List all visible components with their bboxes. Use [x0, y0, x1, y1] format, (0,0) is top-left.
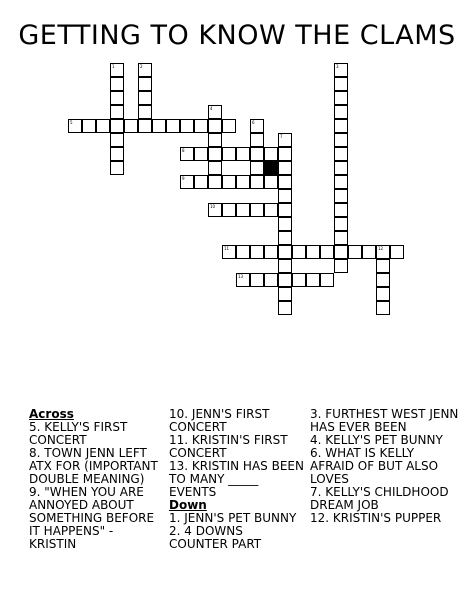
- clue-number: 8: [182, 148, 185, 153]
- clue-number: 9: [182, 176, 185, 181]
- grid-cell[interactable]: [110, 161, 124, 175]
- grid-cell[interactable]: [334, 105, 348, 119]
- grid-cell[interactable]: [208, 119, 222, 133]
- grid-cell[interactable]: [208, 133, 222, 147]
- grid-cell[interactable]: [222, 175, 236, 189]
- grid-cell[interactable]: [362, 245, 376, 259]
- grid-cell[interactable]: [278, 189, 292, 203]
- clue: 13. KRISTIN HAS BEEN TO MANY _____ EVENTS: [169, 459, 304, 499]
- clue: 9. "WHEN YOU ARE ANNOYED ABOUT SOMETHING BEFORE IT HAPPENS" -KRISTIN: [29, 485, 155, 551]
- grid-cell[interactable]: [334, 77, 348, 91]
- down-clue-list-cont: [310, 408, 460, 525]
- grid-cell[interactable]: [292, 245, 306, 259]
- clue: 3. FURTHEST WEST JENN HAS EVER BEEN: [310, 407, 459, 434]
- grid-cell[interactable]: [250, 273, 264, 287]
- grid-cell[interactable]: [334, 175, 348, 189]
- grid-cell[interactable]: [334, 133, 348, 147]
- clues-column-3: [310, 408, 460, 525]
- clue: 8. TOWN JENN LEFT ATX FOR (IMPORTANT DOUBLE MEANING): [29, 446, 158, 486]
- down-header: Down: [169, 498, 207, 512]
- grid-cell[interactable]: [278, 231, 292, 245]
- grid-cell[interactable]: [334, 161, 348, 175]
- grid-cell[interactable]: [110, 77, 124, 91]
- grid-cell[interactable]: [138, 105, 152, 119]
- grid-cell[interactable]: [348, 245, 362, 259]
- grid-cell[interactable]: [278, 301, 292, 315]
- grid-cell[interactable]: [376, 259, 390, 273]
- clue: 4. KELLY'S PET BUNNY: [310, 433, 443, 447]
- grid-cell[interactable]: [124, 119, 138, 133]
- grid-cell[interactable]: [208, 105, 222, 119]
- grid-cell[interactable]: [250, 203, 264, 217]
- grid-cell[interactable]: [376, 287, 390, 301]
- clue: 6. WHAT IS KELLY AFRAID OF BUT ALSO LOVES: [310, 446, 439, 486]
- grid-cell[interactable]: [68, 119, 82, 133]
- grid-cell[interactable]: [278, 259, 292, 273]
- clue: 12. KRISTIN'S PUPPER: [310, 511, 442, 525]
- grid-cell[interactable]: [278, 245, 292, 259]
- grid-cell[interactable]: [180, 175, 194, 189]
- grid-cell[interactable]: [334, 245, 348, 259]
- grid-cell[interactable]: [236, 245, 250, 259]
- grid-cell[interactable]: [250, 161, 264, 175]
- grid-cell[interactable]: [264, 175, 278, 189]
- clue-number: 11: [224, 246, 230, 251]
- black-cell: [264, 161, 278, 175]
- grid-cell[interactable]: [334, 63, 348, 77]
- grid-cell[interactable]: [320, 245, 334, 259]
- grid-cell[interactable]: [138, 91, 152, 105]
- grid-cell[interactable]: [194, 147, 208, 161]
- grid-cell[interactable]: [208, 203, 222, 217]
- grid-cell[interactable]: [376, 245, 390, 259]
- grid-cell[interactable]: [110, 63, 124, 77]
- clue-number: 2: [140, 64, 143, 69]
- grid-cell[interactable]: [110, 133, 124, 147]
- grid-cell[interactable]: [306, 273, 320, 287]
- grid-cell[interactable]: [208, 161, 222, 175]
- grid-cell[interactable]: [278, 287, 292, 301]
- grid-cell[interactable]: [278, 133, 292, 147]
- grid-cell[interactable]: [264, 147, 278, 161]
- grid-cell[interactable]: [180, 147, 194, 161]
- grid-cell[interactable]: [236, 273, 250, 287]
- clue-number: 12: [378, 246, 384, 251]
- grid-cell[interactable]: [278, 203, 292, 217]
- clue: 1. JENN'S PET BUNNY: [169, 511, 297, 525]
- grid-cell[interactable]: [334, 147, 348, 161]
- grid-cell[interactable]: [96, 119, 110, 133]
- grid-cell[interactable]: [320, 273, 334, 287]
- grid-cell[interactable]: [138, 63, 152, 77]
- grid-cell[interactable]: [278, 175, 292, 189]
- grid-cell[interactable]: [110, 147, 124, 161]
- grid-cell[interactable]: [376, 301, 390, 315]
- grid-cell[interactable]: [334, 217, 348, 231]
- across-header: Across: [29, 407, 74, 421]
- grid-cell[interactable]: [110, 105, 124, 119]
- grid-cell[interactable]: [236, 203, 250, 217]
- grid-cell[interactable]: [138, 119, 152, 133]
- clue: 2. 4 DOWNS COUNTER PART: [169, 524, 262, 551]
- clue-number: 5: [70, 120, 73, 125]
- grid-cell[interactable]: [152, 119, 166, 133]
- grid-cell[interactable]: [334, 231, 348, 245]
- grid-cell[interactable]: [278, 147, 292, 161]
- clue-number: 1: [112, 64, 115, 69]
- grid-cell[interactable]: [180, 119, 194, 133]
- grid-cell[interactable]: [376, 273, 390, 287]
- clues-column-1: [29, 408, 159, 551]
- grid-cell[interactable]: [278, 273, 292, 287]
- grid-cell[interactable]: [334, 189, 348, 203]
- clue-number: 6: [252, 120, 255, 125]
- grid-cell[interactable]: [138, 77, 152, 91]
- clue: 5. KELLY'S FIRST CONCERT: [29, 420, 128, 447]
- grid-cell[interactable]: [334, 259, 348, 273]
- clue: 7. KELLY'S CHILDHOOD DREAM JOB: [310, 485, 449, 512]
- clue-number: 10: [210, 204, 216, 209]
- puzzle-title: GETTING TO KNOW THE CLAMS: [18, 20, 456, 51]
- grid-cell[interactable]: [278, 217, 292, 231]
- clue-number: 3: [336, 64, 339, 69]
- grid-cell[interactable]: [166, 119, 180, 133]
- grid-cell[interactable]: [292, 273, 306, 287]
- grid-cell[interactable]: [264, 273, 278, 287]
- grid-cell[interactable]: [222, 147, 236, 161]
- clue-number: 4: [210, 106, 213, 111]
- down-clue-list: [169, 512, 304, 551]
- across-clue-list: [29, 421, 159, 551]
- grid-cell[interactable]: [250, 119, 264, 133]
- clues-column-2: [169, 408, 304, 551]
- clue: 11. KRISTIN'S FIRST CONCERT: [169, 433, 288, 460]
- grid-cell[interactable]: [250, 245, 264, 259]
- grid-cell[interactable]: [110, 119, 124, 133]
- grid-cell[interactable]: [194, 175, 208, 189]
- grid-cell[interactable]: [82, 119, 96, 133]
- grid-cell[interactable]: [278, 161, 292, 175]
- grid-cell[interactable]: [250, 175, 264, 189]
- grid-cell[interactable]: [110, 91, 124, 105]
- grid-cell[interactable]: [264, 245, 278, 259]
- grid-cell[interactable]: [250, 147, 264, 161]
- clue-number: 7: [280, 134, 283, 139]
- grid-cell[interactable]: [236, 147, 250, 161]
- grid-cell[interactable]: [222, 245, 236, 259]
- grid-cell[interactable]: [208, 147, 222, 161]
- grid-cell[interactable]: [334, 91, 348, 105]
- grid-cell[interactable]: [334, 119, 348, 133]
- across-clue-list-cont: [169, 408, 304, 499]
- grid-cell[interactable]: [264, 203, 278, 217]
- grid-cell[interactable]: [250, 133, 264, 147]
- grid-cell[interactable]: [194, 119, 208, 133]
- grid-cell[interactable]: [390, 245, 404, 259]
- grid-cell[interactable]: [222, 119, 236, 133]
- grid-cell[interactable]: [334, 203, 348, 217]
- grid-cell[interactable]: [222, 203, 236, 217]
- clue-number: 13: [238, 274, 244, 279]
- grid-cell[interactable]: [236, 175, 250, 189]
- grid-cell[interactable]: [306, 245, 320, 259]
- grid-cell[interactable]: [208, 175, 222, 189]
- clue: 10. JENN'S FIRST CONCERT: [169, 407, 270, 434]
